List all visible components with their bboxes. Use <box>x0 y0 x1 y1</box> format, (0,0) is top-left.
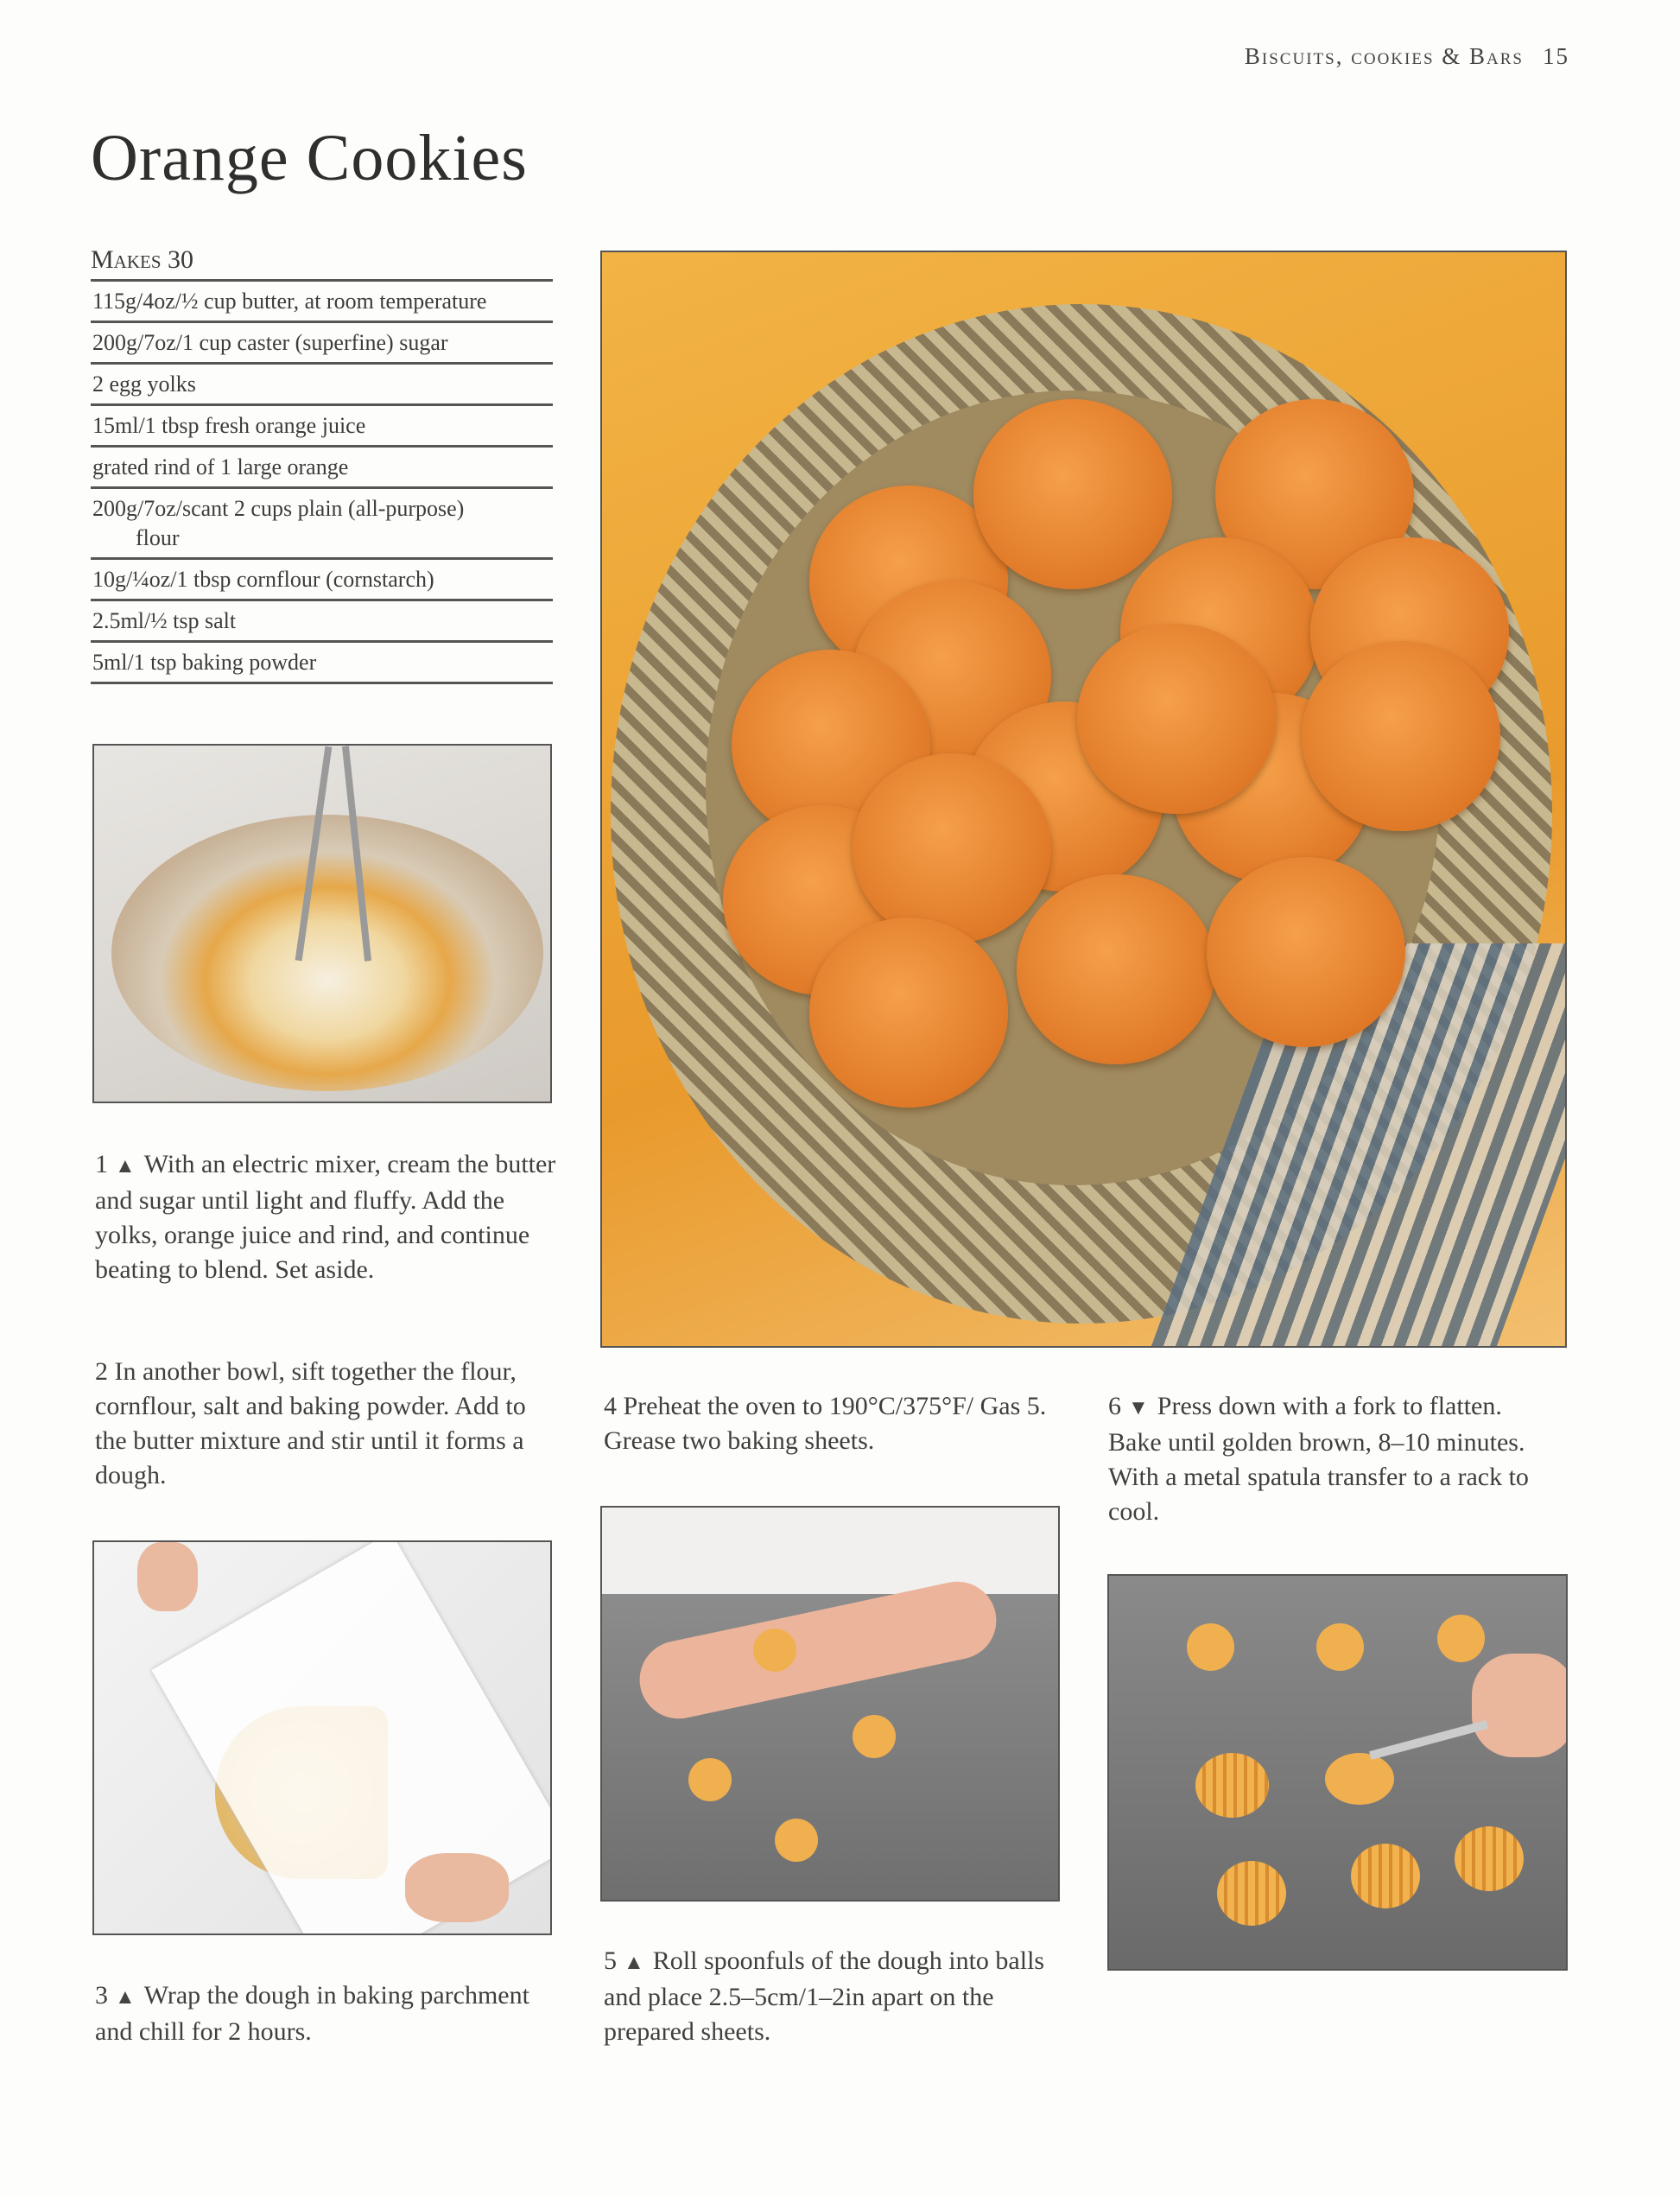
step-4: 4 Preheat the oven to 190°C/375°F/ Gas 5. Grease two baking sheets. <box>604 1392 1047 1455</box>
cookie <box>973 399 1172 589</box>
cookie <box>1017 874 1215 1064</box>
ingredient: 5ml/1 tsp baking powder <box>91 643 553 684</box>
photo-wrapping-dough <box>92 1540 552 1935</box>
ingredient: grated rind of 1 large orange <box>91 448 553 489</box>
step-1: 1 ▲ With an electric mixer, cream the butter and sugar until light and fluffy. Add the yolks, orange juice and rind, and continue beating to blend. Set aside. <box>95 1150 556 1284</box>
recipe-title: Orange Cookies <box>91 122 528 194</box>
ingredient: 200g/7oz/1 cup caster (superfine) sugar <box>91 323 553 365</box>
step-6: 6 ▼ Press down with a fork to flatten. Bake until golden brown, 8–10 minutes. With a metal spatula transfer to a rack to cool. <box>1108 1392 1529 1526</box>
step-2: 2 In another bowl, sift together the flour, cornflour, salt and baking powder. Add to the butter mixture and stir until it forms a dough. <box>95 1357 526 1489</box>
ingredient-list <box>91 244 553 684</box>
running-header <box>1245 43 1569 70</box>
cookie <box>1077 624 1276 814</box>
yield: Makes 30 <box>91 244 553 282</box>
page-number: 15 <box>1543 43 1569 69</box>
ingredient: 200g/7oz/scant 2 cups plain (all-purpose) flour <box>91 489 553 560</box>
photo-cookies-basket <box>600 251 1567 1348</box>
cookie <box>1207 857 1405 1047</box>
arrow-up-icon: ▲ <box>624 1952 644 1974</box>
ingredient: 2 egg yolks <box>91 365 553 406</box>
arrow-down-icon: ▼ <box>1128 1397 1149 1419</box>
step-3: 3 ▲ Wrap the dough in baking parchment and chill for 2 hours. <box>95 1981 529 2046</box>
photo-flattening-fork <box>1107 1574 1568 1971</box>
arrow-up-icon: ▲ <box>115 1986 136 2009</box>
section-title: Biscuits, cookies & Bars <box>1244 43 1524 69</box>
ingredient: 115g/4oz/½ cup butter, at room temperature <box>91 282 553 323</box>
cookie <box>809 918 1008 1108</box>
ingredient: 2.5ml/½ tsp salt <box>91 601 553 643</box>
cookie <box>853 753 1051 943</box>
ingredient: 10g/¼oz/1 tbsp cornflour (cornstarch) <box>91 560 553 601</box>
photo-rolling-balls <box>600 1506 1060 1902</box>
cookie <box>1302 641 1500 831</box>
ingredient: 15ml/1 tbsp fresh orange juice <box>91 406 553 448</box>
step-5: 5 ▲ Roll spoonfuls of the dough into balls and place 2.5–5cm/1–2in apart on the prepared sheets. <box>604 1946 1045 2046</box>
photo-mixing-bowl <box>92 744 552 1103</box>
arrow-up-icon: ▲ <box>115 1155 136 1178</box>
